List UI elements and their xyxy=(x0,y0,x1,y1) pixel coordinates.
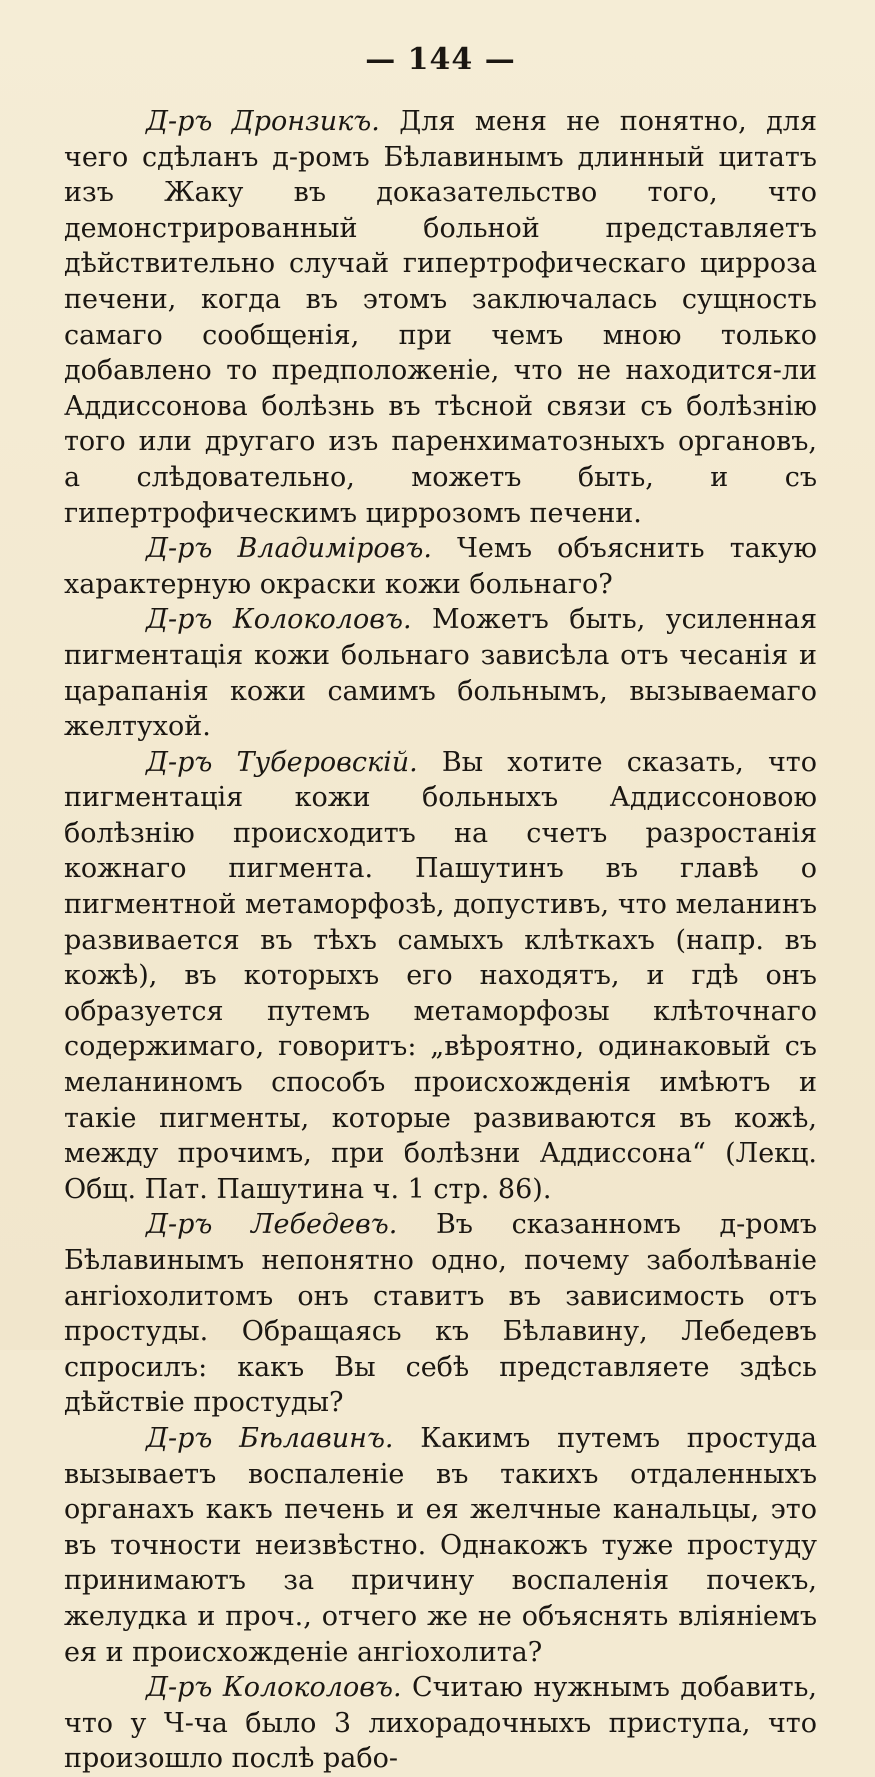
speaker-name: Д-ръ Туберовскій. xyxy=(146,746,418,778)
speaker-name: Д-ръ Бѣлавинъ. xyxy=(146,1422,394,1454)
speaker-name: Д-ръ Дронзикъ. xyxy=(146,106,380,137)
page-number: — 144 — xyxy=(365,42,516,77)
paragraph-kolokolov-1 xyxy=(64,602,817,744)
paragraph-text: Въ сказанномъ д-ромъ Бѣлавинымъ непонятно одно, почему заболѣваніе ангіохолитомъ онъ ставитъ въ зависимость отъ простуды. Обращаясь къ Бѣлавину, Лебедевъ спросилъ: какъ Вы себѣ представляете здѣсь дѣйствіе простуды? xyxy=(64,1209,817,1419)
speaker-name: Д-ръ Лебедевъ. xyxy=(146,1209,398,1241)
paragraph-vladimirov xyxy=(64,531,817,602)
paragraph-text: Какимъ путемъ простуда вызываетъ воспаленіе въ такихъ отдаленныхъ органахъ какъ печень и ея желчные канальцы, это въ точности неизвѣстно. Однакожъ туже простуду принимаютъ за причину воспаленія почекъ, желудка и проч., отчего же не объяснять вліяніемъ ея и происхожденіе ангіохолита? xyxy=(64,1422,817,1668)
paragraph-tuberovsky xyxy=(64,745,817,1208)
paragraph-dronzik xyxy=(64,104,817,531)
paragraph-text: Можетъ быть, усиленная пигментація кожи больнаго зависѣла отъ чесанія и царапанія кожи самимъ больнымъ, вызываемаго желтухой. xyxy=(64,604,817,743)
paragraph-text: Чемъ объяснить такую характерную окраски кожи больнаго? xyxy=(64,533,817,600)
paragraph-text: Считаю нужнымъ добавить, что у Ч-ча было 3 лихорадочныхъ приступа, что произошло послѣ рабо- xyxy=(64,1672,817,1775)
paragraph-text: Вы хотите сказать, что пигментація кожи больныхъ Аддиссоновою болѣзнію происходитъ на счетъ разростанія кожнаго пигмента. Пашутинъ въ главѣ о пигментной метаморфозѣ, допустивъ, что меланинъ развивается въ тѣхъ самыхъ клѣткахъ (напр. въ кожѣ), въ которыхъ его находятъ, и гдѣ онъ образуется путемъ метаморфозы клѣточнаго содержимаго, говоритъ: „вѣроятно, одинаковый съ меланиномъ способъ происхожденія имѣютъ и такіе пигменты, которые развиваются въ кожѣ, между прочимъ, при болѣзни Аддиссона“ (Лекц. Общ. Пат. Пашутина ч. 1 стр. 86). xyxy=(64,746,817,1205)
paragraph-kolokolov-2 xyxy=(64,1670,817,1777)
speaker-name: Д-ръ Владимiровъ. xyxy=(146,533,432,565)
speaker-name: Д-ръ Колоколовъ. xyxy=(146,604,412,636)
speaker-name: Д-ръ Колоколовъ. xyxy=(146,1672,402,1704)
paragraph-lebedev xyxy=(64,1207,817,1421)
paragraph-text: Для меня не понятно, для чего сдѣланъ д-ромъ Бѣлавинымъ длинный цитатъ изъ Жаку въ доказательство того, что демонстрированный больной представляетъ дѣйствительно случай гипертрофическаго цирроза печени, когда въ этомъ заключалась сущность самаго сообщенія, при чемъ мною только добавлено то предположеніе, что не находится-ли Аддиссонова болѣзнь въ тѣсной связи съ болѣзнію того или другаго изъ паренхиматозныхъ органовъ, а слѣдовательно, можетъ быть, и съ гипертрофическимъ циррозомъ печени. xyxy=(64,106,817,529)
paragraph-belavin xyxy=(64,1421,817,1670)
